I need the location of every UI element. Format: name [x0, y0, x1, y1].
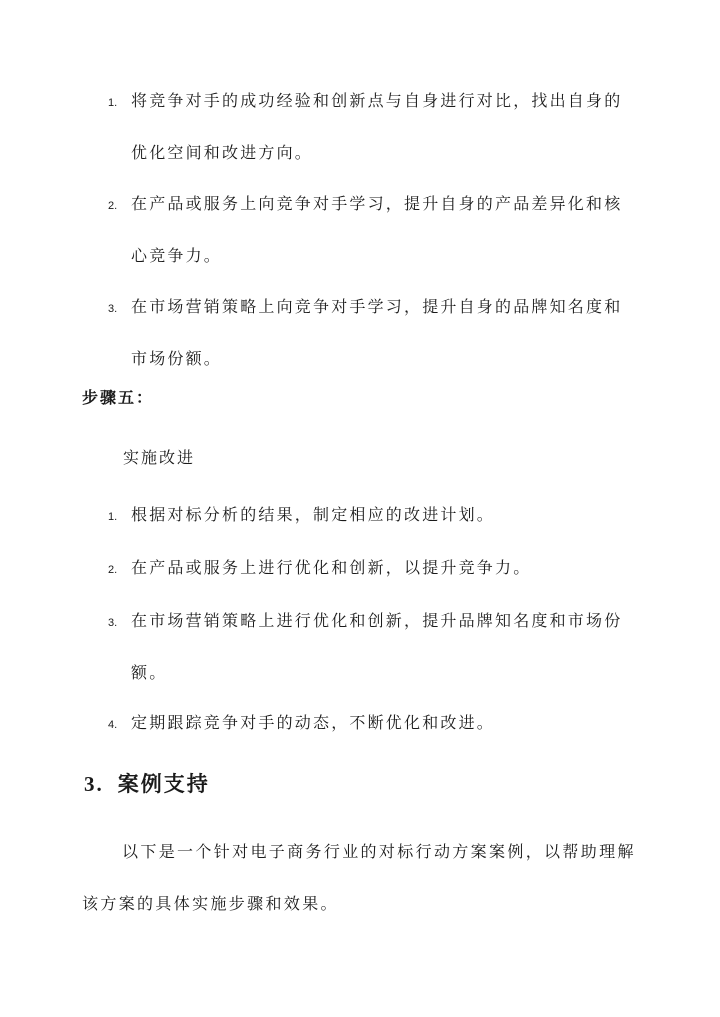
list-item: [108, 595, 628, 699]
list-item-text: 在产品或服务上向竞争对手学习，提升自身的产品差异化和核心竞争力。: [131, 194, 623, 265]
section-title: [84, 764, 210, 804]
section-title-text: 案例支持: [117, 771, 210, 796]
step-intro: 实施改进: [123, 448, 196, 467]
list-item-number: 3.: [108, 303, 118, 315]
list-item-text: 在市场营销策略上进行优化和创新，提升品牌知名度和市场份额。: [131, 611, 623, 682]
list-item-number: 4.: [108, 719, 118, 731]
list-item-text: 根据对标分析的结果，制定相应的改进计划。: [131, 505, 496, 524]
list-item: [108, 489, 628, 541]
body-paragraph: 以下是一个针对电子商务行业的对标行动方案案例，以帮助理解该方案的具体实施步骤和效果。: [82, 842, 636, 913]
list-item-text: 在产品或服务上进行优化和创新，以提升竞争力。: [131, 558, 532, 577]
list-item-number: 1.: [108, 511, 118, 523]
list-item: [108, 178, 628, 282]
list-item: [108, 542, 628, 594]
list-item: [108, 697, 628, 749]
section-number: 3.: [84, 772, 104, 796]
step-heading: 步骤五：: [82, 388, 155, 407]
list-item-number: 3.: [108, 617, 118, 629]
list-item-text: 在市场营销策略上向竞争对手学习，提升自身的品牌知名度和市场份额。: [131, 297, 623, 368]
list-item-number: 2.: [108, 564, 118, 576]
list-item-text: 将竞争对手的成功经验和创新点与自身进行对比，找出自身的优化空间和改进方向。: [131, 91, 623, 162]
list-item: [108, 281, 628, 385]
list-item-number: 1.: [108, 97, 118, 109]
list-item: [108, 75, 628, 179]
list-item-text: 定期跟踪竞争对手的动态，不断优化和改进。: [131, 713, 496, 732]
list-item-number: 2.: [108, 200, 118, 212]
